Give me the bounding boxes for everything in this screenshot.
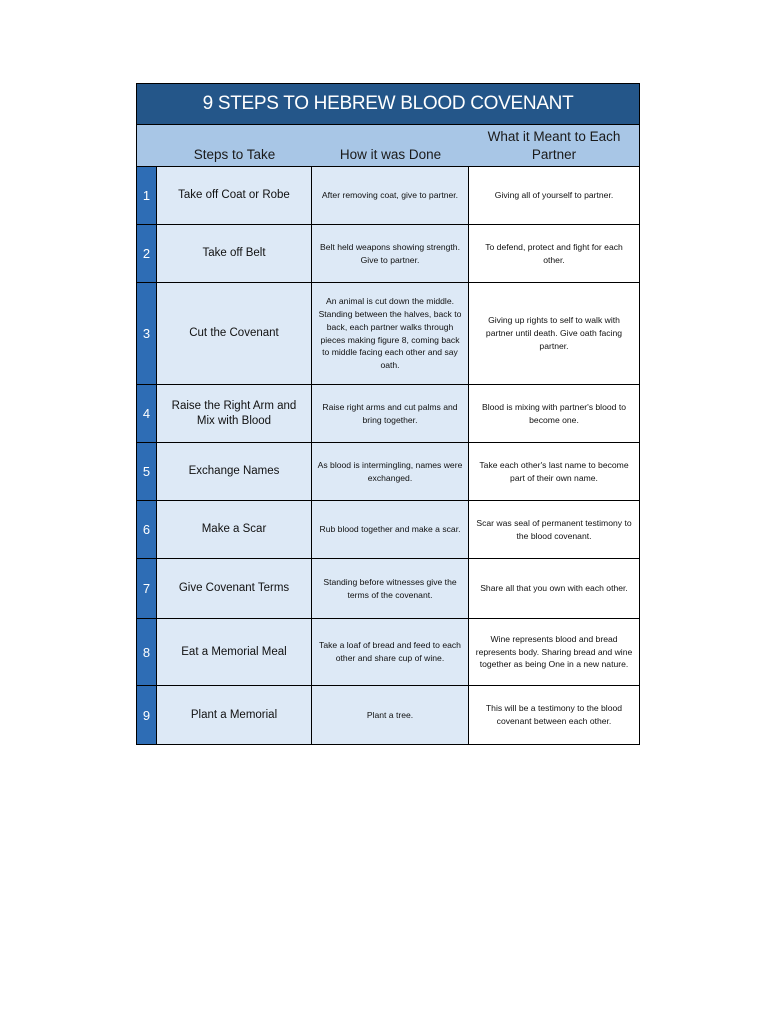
table-row bbox=[137, 385, 639, 443]
table-row bbox=[137, 167, 639, 225]
step-cell: Take off Belt bbox=[157, 225, 312, 282]
how-cell: An animal is cut down the middle. Standing between the halves, back to back, each partner walks through pieces making figure 8, coming back to middle facing each other and say oath. bbox=[312, 283, 469, 384]
meaning-cell: To defend, protect and fight for each other. bbox=[469, 225, 639, 282]
how-cell: Plant a tree. bbox=[312, 686, 469, 744]
how-cell: Rub blood together and make a scar. bbox=[312, 501, 469, 558]
header-how: How it was Done bbox=[339, 147, 442, 162]
meaning-cell: Wine represents blood and bread represents body. Sharing bread and wine together as being One in a new nature. bbox=[469, 619, 639, 685]
step-cell: Cut the Covenant bbox=[157, 283, 312, 384]
meaning-cell: This will be a testimony to the blood covenant between each other. bbox=[469, 686, 639, 744]
table-body bbox=[137, 167, 639, 744]
row-number: 9 bbox=[137, 686, 157, 744]
header-steps: Steps to Take bbox=[193, 147, 276, 162]
covenant-table bbox=[136, 83, 640, 745]
row-number: 1 bbox=[137, 167, 157, 224]
row-number: 2 bbox=[137, 225, 157, 282]
how-cell: Take a loaf of bread and feed to each other and share cup of wine. bbox=[312, 619, 469, 685]
meaning-cell: Scar was seal of permanent testimony to the blood covenant. bbox=[469, 501, 639, 558]
step-cell: Raise the Right Arm and Mix with Blood bbox=[157, 385, 312, 442]
header-number-spacer bbox=[137, 125, 157, 166]
step-cell: Exchange Names bbox=[157, 443, 312, 500]
row-number: 5 bbox=[137, 443, 157, 500]
table-row bbox=[137, 686, 639, 744]
table-row bbox=[137, 501, 639, 559]
how-cell: As blood is intermingling, names were exchanged. bbox=[312, 443, 469, 500]
table-title: 9 STEPS TO HEBREW BLOOD COVENANT bbox=[137, 83, 639, 124]
how-cell: Standing before witnesses give the terms of the covenant. bbox=[312, 559, 469, 618]
row-number: 3 bbox=[137, 283, 157, 384]
table-row bbox=[137, 619, 639, 686]
header-meaning: What it Meant to Each Partner bbox=[487, 129, 621, 162]
how-cell: After removing coat, give to partner. bbox=[312, 167, 469, 224]
table-row bbox=[137, 443, 639, 501]
table-row bbox=[137, 283, 639, 385]
row-number: 7 bbox=[137, 559, 157, 618]
meaning-cell: Blood is mixing with partner's blood to become one. bbox=[469, 385, 639, 442]
meaning-cell: Giving up rights to self to walk with partner until death. Give oath facing partner. bbox=[469, 283, 639, 384]
step-cell: Take off Coat or Robe bbox=[157, 167, 312, 224]
how-cell: Raise right arms and cut palms and bring together. bbox=[312, 385, 469, 442]
step-cell: Give Covenant Terms bbox=[157, 559, 312, 618]
step-cell: Plant a Memorial bbox=[157, 686, 312, 744]
table-row bbox=[137, 559, 639, 619]
meaning-cell: Take each other's last name to become part of their own name. bbox=[469, 443, 639, 500]
how-cell: Belt held weapons showing strength. Give to partner. bbox=[312, 225, 469, 282]
header-row bbox=[137, 124, 639, 167]
step-cell: Eat a Memorial Meal bbox=[157, 619, 312, 685]
step-cell: Make a Scar bbox=[157, 501, 312, 558]
row-number: 4 bbox=[137, 385, 157, 442]
row-number: 6 bbox=[137, 501, 157, 558]
meaning-cell: Share all that you own with each other. bbox=[469, 559, 639, 618]
meaning-cell: Giving all of yourself to partner. bbox=[469, 167, 639, 224]
table-row bbox=[137, 225, 639, 283]
row-number: 8 bbox=[137, 619, 157, 685]
